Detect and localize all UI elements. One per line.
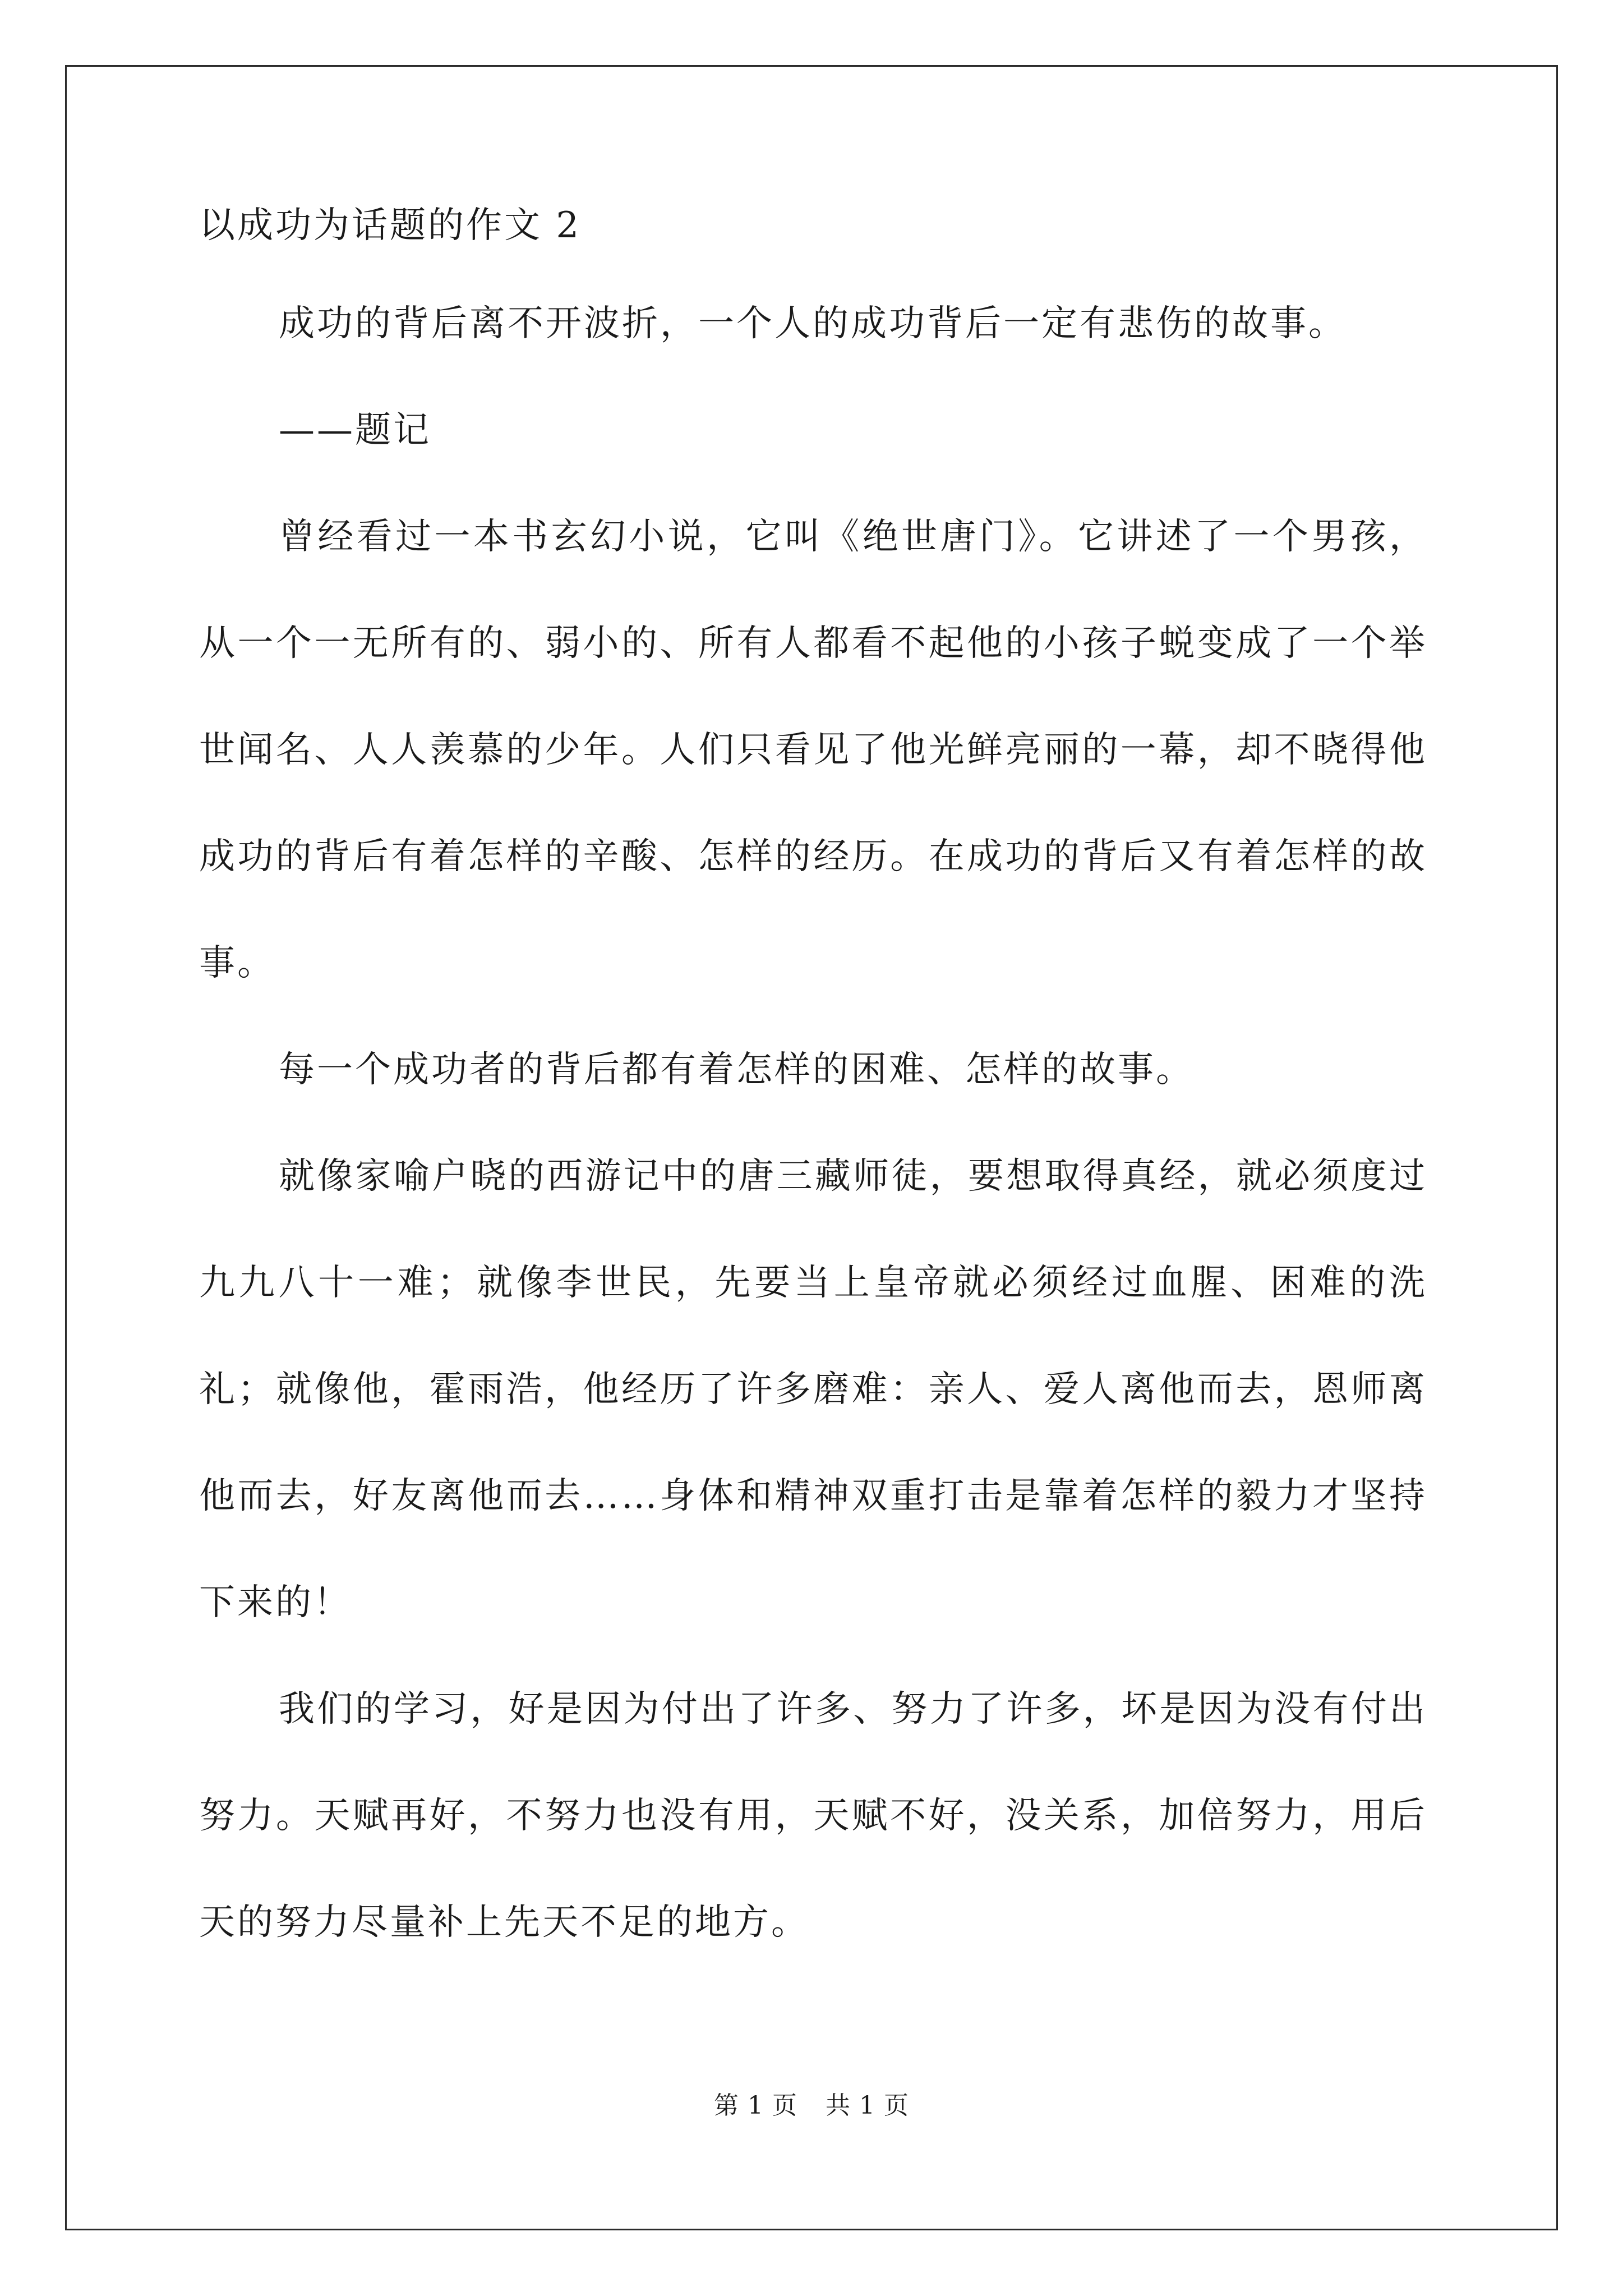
paragraph-book-story: 曾经看过一本书玄幻小说，它叫《绝世唐门》。它讲述了一个男孩，从一个一无所有的、弱小的、所有人都看不起他的小孩子蜕变成了一个举世闻名、人人羡慕的少年。人们只看见了他光鲜亮丽的一幕，却不晓得他成功的背后有着怎样的辛酸、怎样的经历。在成功的背后又有着怎样的故事。 (199, 516, 1427, 984)
document-title: 以成功为话题的作文 2 (199, 205, 582, 246)
page-total: 共 1 页 (826, 2091, 909, 2120)
paragraph-study: 我们的学习，好是因为付出了许多、努力了许多，坏是因为没有付出努力。天赋再好，不努力也没有用，天赋不好，没关系，加倍努力，用后天的努力尽量补上先天不足的地方。 (199, 1688, 1427, 1943)
document-body (199, 205, 1427, 1976)
page-number: 第 1 页 (714, 2091, 797, 2120)
paragraph-epigraph: 成功的背后离不开波折，一个人的成功背后一定有悲伤的故事。 (279, 303, 1347, 344)
paragraph-every-successful: 每一个成功者的背后都有着怎样的困难、怎样的故事。 (279, 1049, 1194, 1091)
page-footer (0, 2093, 1623, 2118)
paragraph-epigraph-attribution: ——题记 (279, 409, 431, 451)
paragraph-examples: 就像家喻户晓的西游记中的唐三藏师徒，要想取得真经，就必须度过九九八十一难；就像李世民，先要当上皇帝就必须经过血腥、困难的洗礼；就像他，霍雨浩，他经历了许多磨难：亲人、爱人离他而去，恩师离他而去，好友离他而去……身体和精神双重打击是靠着怎样的毅力才坚持下来的！ (199, 1156, 1427, 1623)
